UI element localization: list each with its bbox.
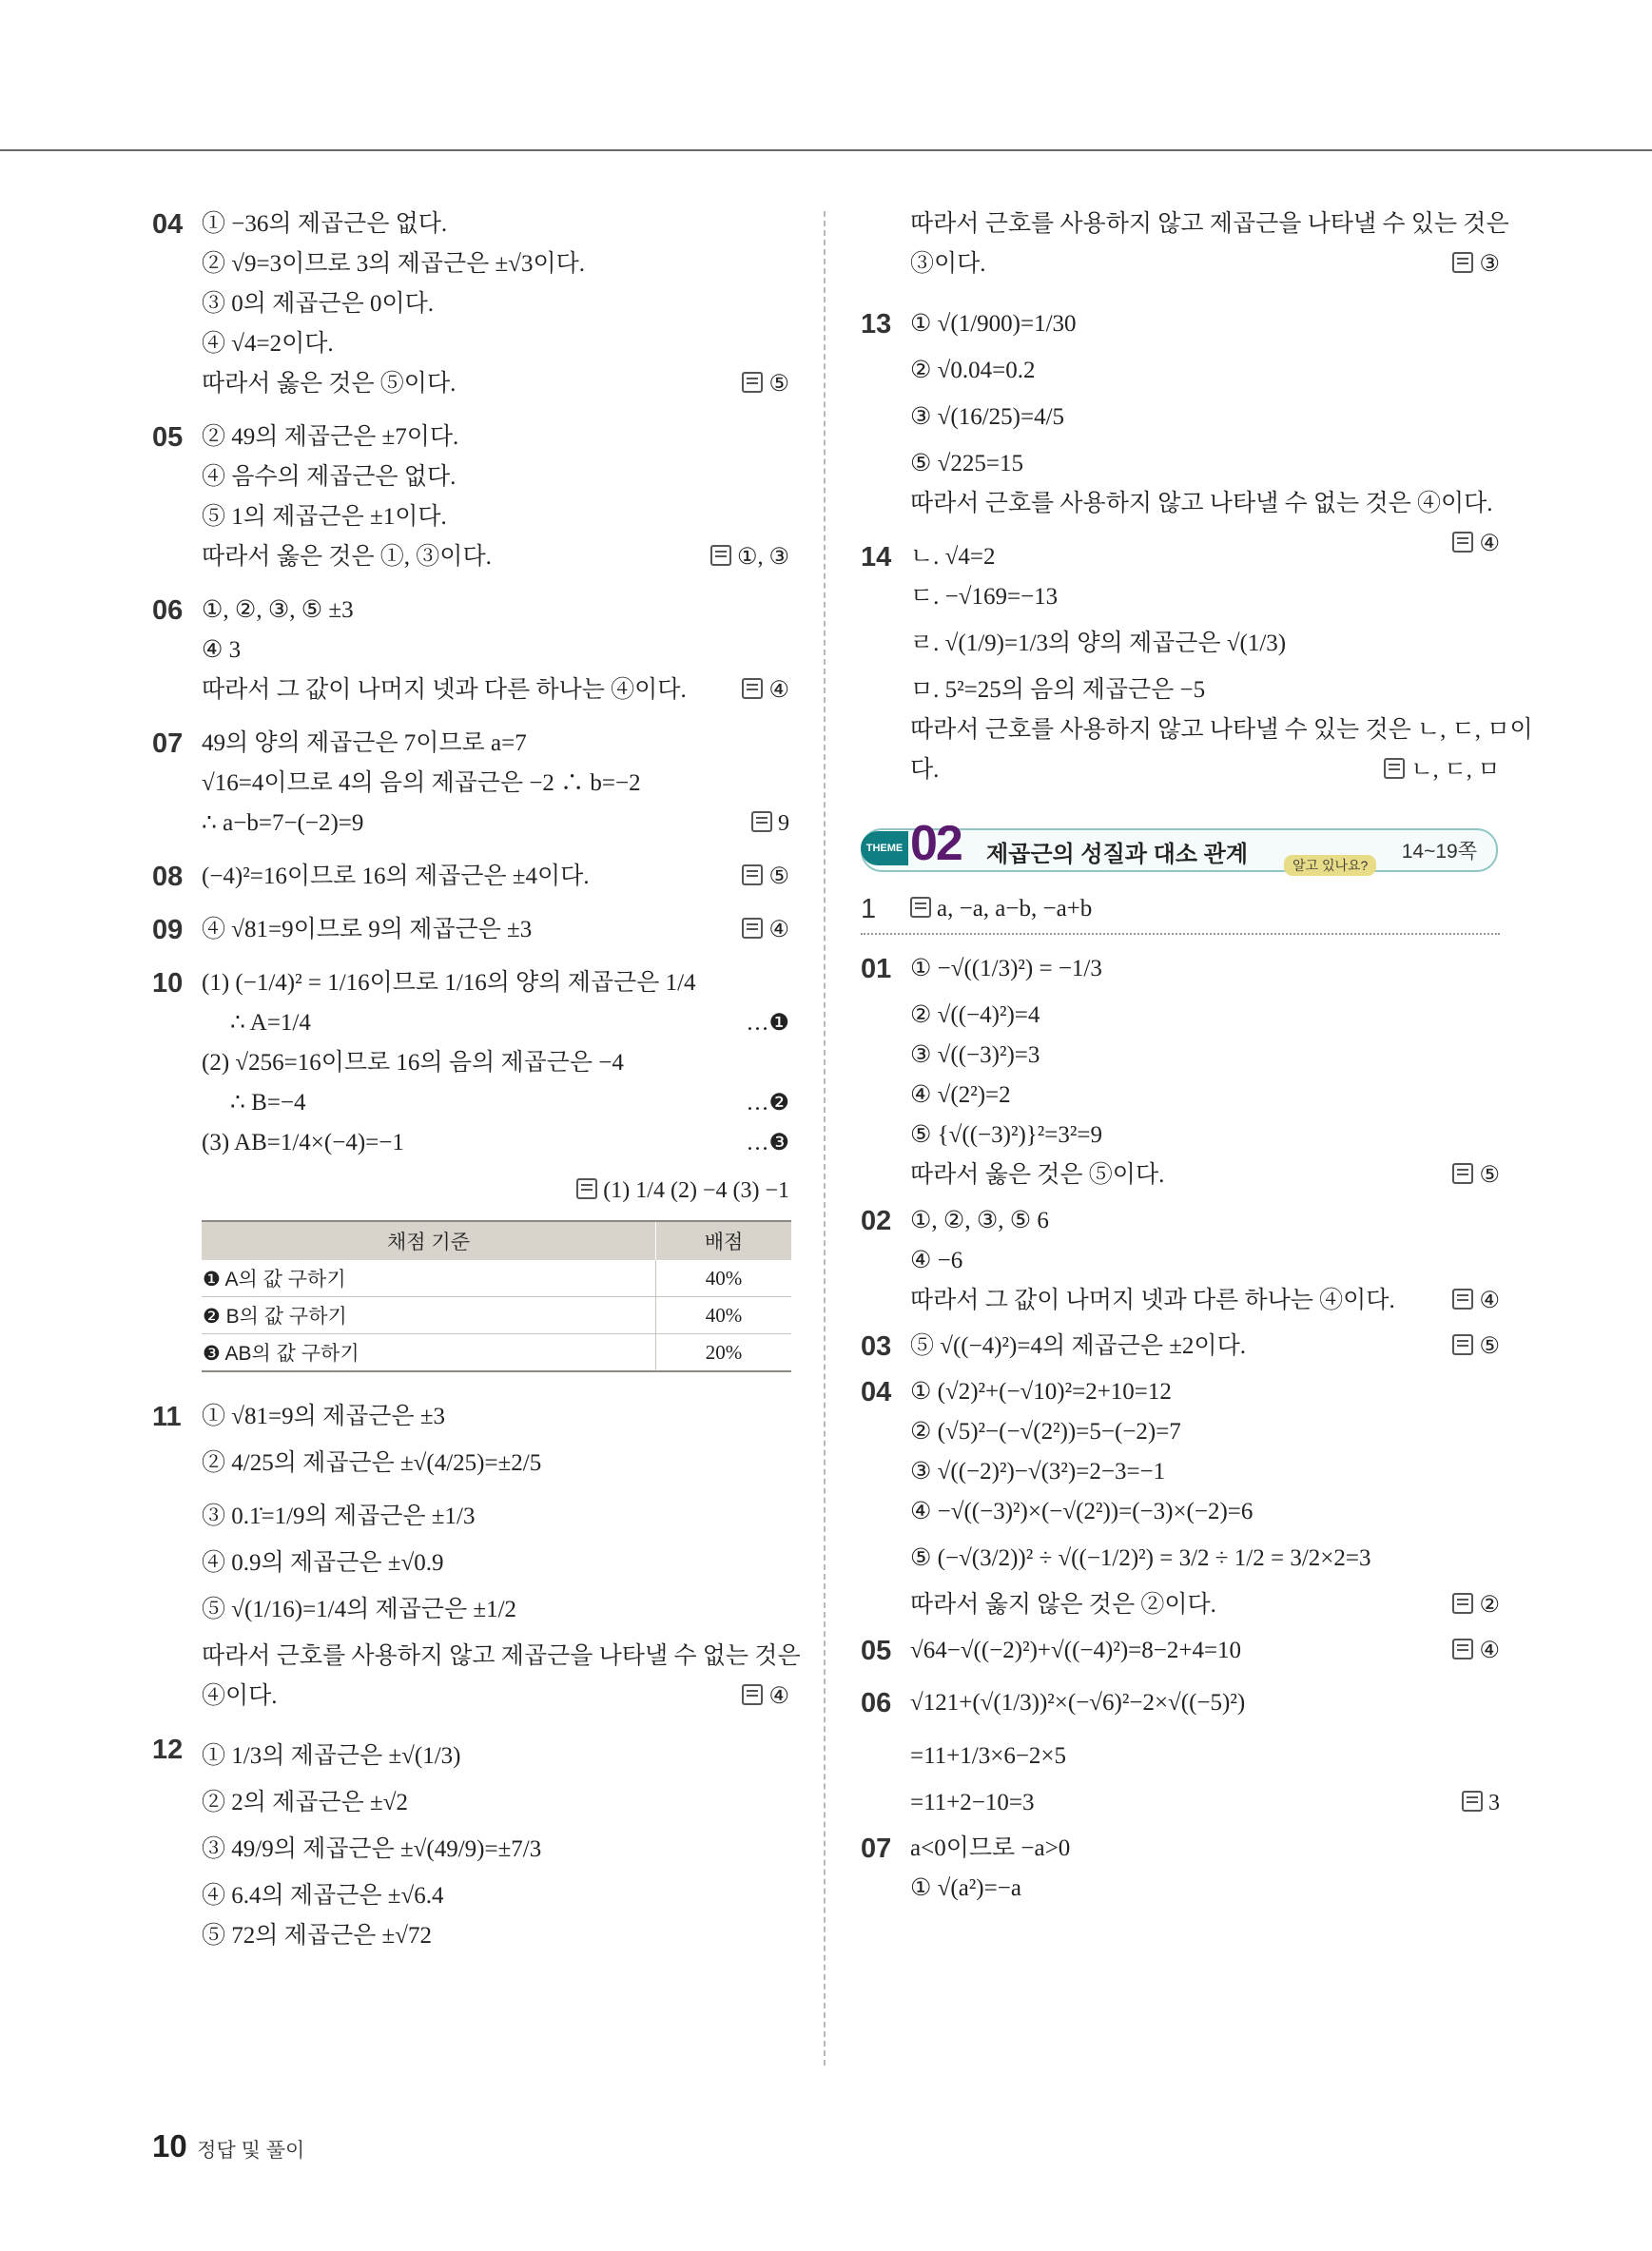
question-06 — [861, 1677, 1500, 1823]
answer-icon — [710, 545, 731, 566]
problem-number: 08 — [152, 862, 184, 892]
answer: ④ — [1452, 1281, 1500, 1321]
problem-08 — [152, 857, 789, 897]
solution-line: ② √0.04=0.2 — [910, 358, 1036, 383]
solution-line: ㄴ. √4=2 — [910, 544, 996, 570]
solution-line: ①, ②, ③, ⑤ ±3 — [202, 597, 354, 623]
solution-line: 따라서 근호를 사용하지 않고 제곱근을 나타낼 수 없는 것은 — [202, 1643, 801, 1669]
problem-number: 04 — [861, 1377, 892, 1407]
solution-line: (3) AB=1/4×(−4)=−1 …❸ — [202, 1123, 789, 1163]
solution-line: ① √81=9의 제곱근은 ±3 — [202, 1404, 446, 1429]
left-column — [152, 204, 801, 1956]
solution-line: 따라서 옳은 것은 ①, ③이다. ①, ③ — [202, 537, 789, 577]
solution-line: ⑤ √225=15 — [910, 451, 1023, 476]
answer-icon — [1452, 1334, 1473, 1355]
solution-line: ㅁ. 5²=25의 음의 제곱근은 −5 — [910, 677, 1206, 703]
solution-line: ② (√5)²−(−√(2²))=5−(−2)=7 — [910, 1419, 1181, 1445]
solution-line: ③ 0.1̇=1/9의 제곱근은 ±1/3 — [202, 1504, 476, 1529]
page-footer — [152, 2128, 304, 2164]
answer: 3 — [1462, 1783, 1500, 1823]
answer-icon — [1452, 1639, 1473, 1659]
answer-icon — [576, 1178, 597, 1199]
question-03 — [861, 1327, 1500, 1367]
grading-header-criteria: 채점 기준 — [202, 1221, 656, 1260]
answer: 9 — [751, 804, 789, 844]
solution-line: (2) √256=16이므로 16의 음의 제곱근은 −4 — [202, 1050, 624, 1076]
solution-line: ① −√((1/3)²) = −1/3 — [910, 956, 1102, 981]
answer: ㄴ, ㄷ, ㅁ — [1384, 750, 1500, 790]
solution-line: ③ √((−2)²)−√(3²)=2−3=−1 — [910, 1459, 1166, 1484]
problem-05 — [152, 417, 789, 577]
problem-number: 13 — [861, 309, 892, 340]
solution-line: (−4)²=16이므로 16의 제곱근은 ±4이다. ⑤ — [202, 857, 789, 897]
problem-number: 03 — [861, 1331, 892, 1362]
answer-icon — [1452, 1289, 1473, 1310]
solution-line: 따라서 그 값이 나머지 넷과 다른 하나는 ④이다. ④ — [202, 670, 789, 710]
solution-line — [202, 1163, 789, 1213]
page-number: 10 — [152, 2128, 187, 2164]
key-concept-1 — [861, 889, 1500, 935]
solution-line: ⑤ (−√(3/2))² ÷ √((−1/2)²) = 3/2 ÷ 1/2 = 3/2×2=3 — [910, 1545, 1371, 1571]
solution-line: ∴ B=−4 …❷ — [202, 1083, 789, 1123]
theme-tag: 알고 있나요? — [1284, 855, 1376, 876]
problem-number: 02 — [861, 1206, 892, 1236]
theme-header — [861, 816, 1500, 876]
solution-line: ④ √4=2이다. — [202, 331, 334, 357]
answer: ④ — [1452, 524, 1500, 564]
solution-line: √64−√((−2)²)+√((−4)²)=8−2+4=10 ④ — [910, 1631, 1500, 1671]
footer-label: 정답 및 풀이 — [197, 2140, 305, 2162]
answer-icon — [1452, 1593, 1473, 1614]
solution-line: ④ 6.4의 제곱근은 ±√6.4 — [202, 1883, 444, 1909]
top-rule — [0, 149, 1652, 151]
problem-number: 06 — [152, 595, 184, 626]
problem-04 — [152, 204, 789, 404]
step-marker: …❸ — [746, 1131, 789, 1155]
solution-line: 따라서 근호를 사용하지 않고 제곱근을 나타낼 수 있는 것은 — [910, 211, 1509, 237]
grading-table — [202, 1220, 791, 1372]
answer: ④ — [742, 1677, 789, 1717]
answer: ④ — [1452, 1631, 1500, 1671]
solution-line: ③ √(16/25)=4/5 — [910, 404, 1065, 430]
solution-line: ① √(a²)=−a — [910, 1875, 1021, 1901]
solution-line: ④ 0.9의 제곱근은 ±√0.9 — [202, 1550, 444, 1576]
answer: ①, ③ — [710, 537, 789, 577]
solution-line: ③이다. ③ — [910, 244, 1500, 284]
solution-line: ③ 49/9의 제곱근은 ±√(49/9)=±7/3 — [202, 1836, 542, 1862]
answer: ⑤ — [1452, 1155, 1500, 1195]
solution-line: ∴ a−b=7−(−2)=9 9 — [202, 804, 789, 844]
problem-number: 1 — [861, 894, 877, 924]
answer: ⑤ — [742, 364, 789, 404]
solution-line: ③ 0의 제곱근은 0이다. — [202, 291, 435, 317]
solution-line: 따라서 옳은 것은 ⑤이다. ⑤ — [202, 364, 789, 404]
solution-line: ② 2의 제곱근은 ±√2 — [202, 1790, 408, 1815]
problem-number: 05 — [152, 422, 184, 453]
solution-line: ⑤ 72의 제곱근은 ±√72 — [202, 1923, 432, 1949]
solution-line: ④ 음수의 제곱근은 없다. — [202, 464, 457, 490]
problem-number: 07 — [152, 728, 184, 759]
answer-icon — [742, 678, 763, 699]
solution-line: =11+2−10=3 3 — [910, 1783, 1500, 1823]
solution-line: 따라서 근호를 사용하지 않고 나타낼 수 없는 것은 ④이다. — [910, 491, 1493, 516]
solution-line: ② 49의 제곱근은 ±7이다. — [202, 424, 459, 450]
right-column — [861, 204, 1533, 1909]
problem-number: 10 — [152, 968, 184, 999]
solution-line: ④ −6 — [910, 1248, 963, 1273]
answer: ④ — [742, 670, 789, 710]
answer-icon — [751, 811, 772, 832]
problem-06 — [152, 591, 789, 710]
question-01 — [861, 942, 1500, 1195]
problem-09 — [152, 910, 789, 950]
problem-07 — [152, 724, 789, 844]
answer-icon — [742, 918, 763, 939]
solution-line: ⑤ √(1/16)=1/4의 제곱근은 ±1/2 — [202, 1597, 517, 1622]
question-07 — [861, 1829, 1500, 1909]
solution-line: ① (√2)²+(−√10)²=2+10=12 — [910, 1379, 1172, 1405]
problem-number: 12 — [152, 1735, 184, 1765]
question-04 — [861, 1372, 1500, 1625]
solution-line: 49의 양의 제곱근은 7이므로 a=7 — [202, 730, 527, 756]
solution-line: ④ √81=9이므로 9의 제곱근은 ±3 ④ — [202, 910, 789, 950]
solution-line: 다. ㄴ, ㄷ, ㅁ — [910, 750, 1500, 790]
theme-pages: 14~19쪽 — [1401, 841, 1477, 863]
solution-line: a, −a, a−b, −a+b — [910, 889, 1500, 929]
solution-line: a<0이므로 −a>0 — [910, 1835, 1071, 1861]
solution-line: 따라서 옳은 것은 ⑤이다. ⑤ — [910, 1155, 1500, 1195]
solution-line: 따라서 옳지 않은 것은 ②이다. ② — [910, 1585, 1500, 1625]
solution-line: ∴ A=1/4 …❶ — [202, 1003, 789, 1043]
problem-12-continued — [861, 204, 1509, 284]
solution-line: ② √((−4)²)=4 — [910, 1002, 1040, 1028]
answer-icon — [1452, 252, 1473, 273]
answer: ② — [1452, 1585, 1500, 1625]
solution-line: 따라서 그 값이 나머지 넷과 다른 하나는 ④이다. ④ — [910, 1281, 1500, 1321]
problem-number: 11 — [152, 1402, 182, 1432]
problem-number: 14 — [861, 542, 892, 572]
solution-line: ⑤ √((−4)²)=4의 제곱근은 ±2이다. ⑤ — [910, 1327, 1500, 1367]
solution-line: ③ √((−3)²)=3 — [910, 1042, 1040, 1068]
solution-line: =11+1/3×6−2×5 — [910, 1743, 1067, 1769]
problem-13 — [861, 298, 1500, 556]
question-05 — [861, 1631, 1500, 1671]
solution-line: ④ 3 — [202, 637, 242, 663]
solution-line: √121+(√(1/3))²×(−√6)²−2×√((−5)²) — [910, 1690, 1246, 1716]
problem-12 — [152, 1730, 789, 1956]
solution-line: ① 1/3의 제곱근은 ±√(1/3) — [202, 1743, 461, 1769]
problem-number: 07 — [861, 1834, 892, 1864]
question-02 — [861, 1201, 1500, 1321]
answer-icon — [1462, 1791, 1483, 1812]
solution-line: ② 4/25의 제곱근은 ±√(4/25)=±2/5 — [202, 1450, 542, 1476]
solution-line: ④이다. ④ — [202, 1677, 789, 1717]
solution-line: ① √(1/900)=1/30 — [910, 311, 1077, 337]
problem-number: 05 — [861, 1636, 892, 1666]
solution-line: ④ √(2²)=2 — [910, 1082, 1011, 1108]
solution-line: ㄷ. −√169=−13 — [910, 584, 1059, 610]
answer: ⑤ — [742, 857, 789, 897]
answer-icon — [1384, 758, 1405, 779]
step-marker: …❶ — [746, 1011, 789, 1036]
solution-line: (1) (−1/4)² = 1/16이므로 1/16의 양의 제곱근은 1/4 — [202, 970, 696, 996]
solution-line: ⑤ {√((−3)²)}²=3²=9 — [910, 1122, 1102, 1148]
answer: ⑤ — [1452, 1327, 1500, 1367]
answer-icon — [910, 897, 931, 918]
solution-line: ⑤ 1의 제곱근은 ±1이다. — [202, 504, 447, 530]
problem-number: 09 — [152, 915, 184, 945]
solution-line: √16=4이므로 4의 음의 제곱근은 −2 ∴ b=−2 — [202, 770, 641, 796]
theme-number: 02 — [910, 816, 962, 871]
solution-line: ④ −√((−3)²)×(−√(2²))=(−3)×(−2)=6 — [910, 1499, 1254, 1524]
solution-line: ㄹ. √(1/9)=1/3의 양의 제곱근은 √(1/3) — [910, 631, 1287, 656]
answer: ③ — [1452, 244, 1500, 284]
solution-line: 따라서 근호를 사용하지 않고 나타낼 수 있는 것은 ㄴ, ㄷ, ㅁ이 — [910, 717, 1533, 743]
problem-number: 06 — [861, 1688, 892, 1718]
table-row: ❶ A의 값 구하기 40% — [202, 1260, 791, 1297]
table-row: ❷ B의 값 구하기 40% — [202, 1297, 791, 1334]
step-marker: …❷ — [746, 1091, 789, 1116]
table-row: ❸ AB의 값 구하기 20% — [202, 1334, 791, 1372]
theme-badge: THEME — [861, 831, 908, 865]
theme-title: 제곱근의 성질과 대소 관계 — [986, 842, 1249, 867]
problem-number: 01 — [861, 954, 892, 984]
answer-icon — [742, 1684, 763, 1705]
answer: ④ — [742, 910, 789, 950]
problem-number: 04 — [152, 209, 184, 240]
problem-10 — [152, 963, 789, 1372]
solution-line: ① −36의 제곱근은 없다. — [202, 211, 448, 237]
solution-line: ② √9=3이므로 3의 제곱근은 ±√3이다. — [202, 251, 586, 277]
problem-14 — [861, 537, 1533, 790]
answer-icon — [1452, 1163, 1473, 1184]
answer: (1) 1/4 (2) −4 (3) −1 — [576, 1171, 789, 1211]
answer-icon — [742, 372, 763, 393]
problem-11 — [152, 1397, 801, 1717]
solution-line: ①, ②, ③, ⑤ 6 — [910, 1208, 1049, 1233]
answer-icon — [742, 864, 763, 885]
grading-header-score: 배점 — [656, 1221, 792, 1260]
column-divider — [824, 211, 826, 2066]
